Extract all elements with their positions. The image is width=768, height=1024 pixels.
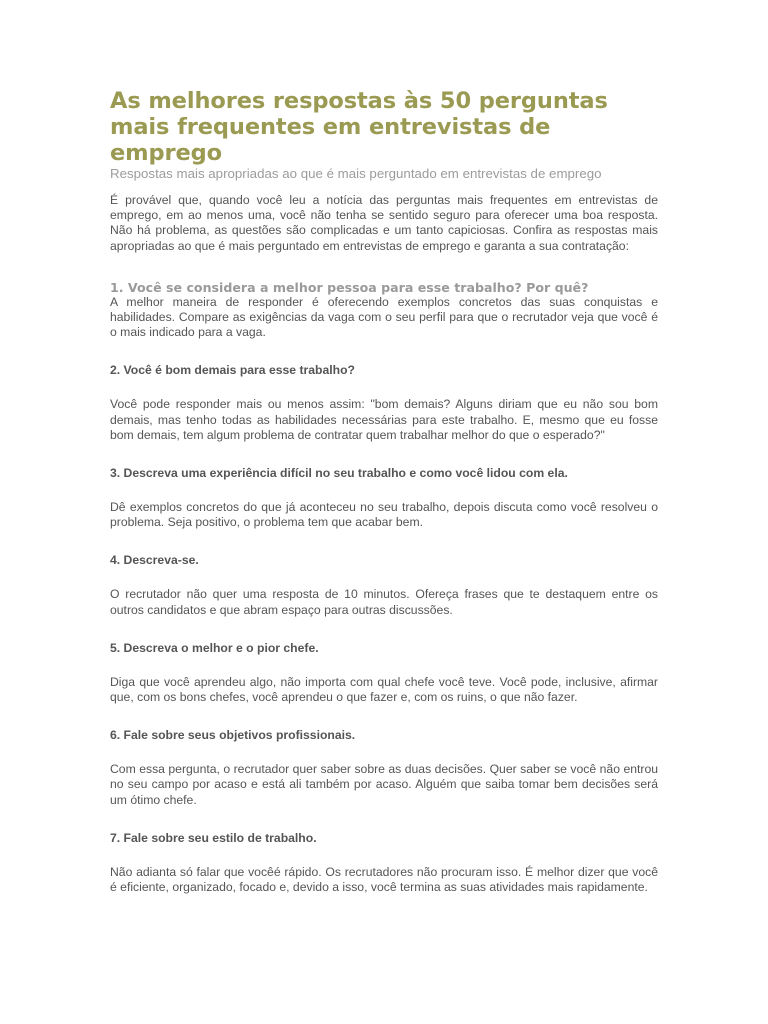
question-heading: 7. Fale sobre seu estilo de trabalho. bbox=[110, 830, 317, 845]
article bbox=[110, 88, 658, 895]
question-block-7 bbox=[110, 831, 658, 895]
question-heading: 6. Fale sobre seus objetivos profissionais. bbox=[110, 728, 356, 743]
question-answer: O recrutador não quer uma resposta de 10 minutos. Ofereça frases que te destaquem entre os outros candidatos e que abram espaço para outras discussões. bbox=[110, 587, 658, 617]
question-heading: 1. Você se considera a melhor pessoa para esse trabalho? Por quê? bbox=[110, 279, 589, 295]
question-block-1 bbox=[110, 280, 658, 341]
question-block-3 bbox=[110, 466, 658, 530]
article-title: As melhores respostas às 50 perguntas mais frequentes em entrevistas de emprego bbox=[110, 88, 608, 166]
question-block-5 bbox=[110, 641, 658, 705]
question-heading: 5. Descreva o melhor e o pior chefe. bbox=[110, 640, 319, 655]
question-answer: Diga que você aprendeu algo, não importa com qual chefe você teve. Você pode, inclusive, afirmar que, com os bons chefes, você aprendeu o que fazer e, com os ruins, o que não fazer. bbox=[110, 674, 658, 705]
question-answer: Com essa pergunta, o recrutador quer saber sobre as duas decisões. Quer saber se você não entrou no seu campo por acaso e está ali também por acaso. Alguém que saiba tomar bem decisões será um ótimo chefe. bbox=[110, 762, 658, 807]
question-block-4 bbox=[110, 553, 658, 617]
question-block-2 bbox=[110, 363, 658, 443]
intro-paragraph: É provável que, quando você leu a notícia das perguntas mais frequentes em entrevistas de emprego, em ao menos uma, você não tenha se sentido seguro para oferecer uma boa resposta. Não há problema, as questões são complicadas e um tanto capiciosas. Confira as respostas mais apropriadas ao que é mais perguntado em entrevistas de emprego e garanta a sua contratação: bbox=[110, 193, 658, 253]
question-answer: A melhor maneira de responder é oferecendo exemplos concretos das suas conquistas e habilidades. Compare as exigências da vaga com o seu perfil para que o recrutador veja que você é o mais indicado para a vaga. bbox=[110, 294, 658, 340]
question-answer: Não adianta só falar que vocêé rápido. Os recrutadores não procuram isso. É melhor dizer que você é eficiente, organizado, focado e, devido a isso, você termina as suas atividades mais rapidamente. bbox=[110, 864, 658, 895]
question-block-6 bbox=[110, 728, 658, 808]
question-answer: Você pode responder mais ou menos assim: "bom demais? Alguns diriam que eu não sou bom demais, mas tenho todas as habilidades necessárias para este trabalho. E, mesmo que eu fosse bom demais, tem algum problema de contratar quem trabalhar melhor do que o esperado?" bbox=[110, 397, 658, 442]
article-subtitle: Respostas mais apropriadas ao que é mais perguntado em entrevistas de emprego bbox=[110, 166, 602, 181]
question-heading: 3. Descreva uma experiência difícil no seu trabalho e como você lidou com ela. bbox=[110, 466, 568, 481]
question-heading: 4. Descreva-se. bbox=[110, 553, 199, 568]
question-answer: Dê exemplos concretos do que já aconteceu no seu trabalho, depois discuta como você resolveu o problema. Seja positivo, o problema tem que acabar bem. bbox=[110, 500, 658, 530]
question-heading: 2. Você é bom demais para esse trabalho? bbox=[110, 363, 355, 378]
